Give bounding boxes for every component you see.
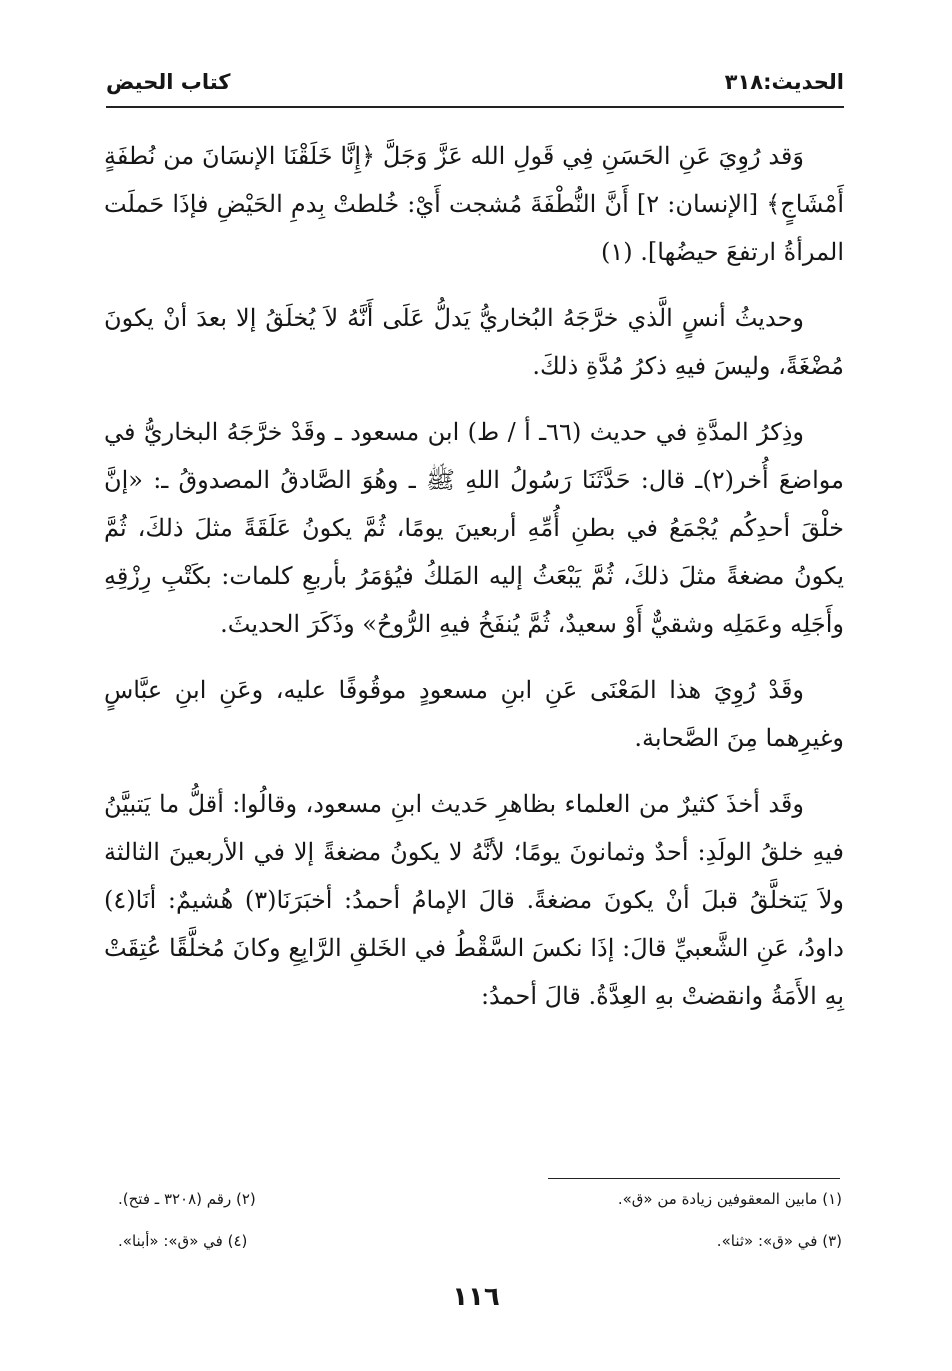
- running-header: [106, 70, 844, 104]
- paragraph: وقَد أخذَ كثيرٌ من العلماء بظاهرِ حَديث ابنِ مسعود، وقالُوا: أقلُّ ما يَتبيَّنُ فيهِ خلقُ الولَدِ: أحدٌ وثمانونَ يومًا؛ لأنَّهُ لا يكونُ مضغةً إلا في الأربعينَ الثالثة ولاَ يَتخلَّقُ قبلَ أنْ يكونَ مضغةً. قالَ الإمامُ أحمدُ: أخبَرَنَا(٣) هُشيمٌ: أنَا(٤) داودُ، عَنِ الشَّعبيِّ قالَ: إذَا نكسَ السَّقْطُ في الخَلقِ الرَّابِعِ وكانَ مُخلَّقًا عُتِقَتْ بِهِ الأَمَةُ وانقضتْ بهِ العِدَّةُ. قالَ أحمدُ:: [104, 790, 844, 1010]
- paragraph: وقَدْ رُوِيَ هذا المَعْنَى عَنِ ابنِ مسعودٍ موقُوفًا عليه، وعَنِ ابنِ عبَّاسٍ وغيرِهما مِنَ الصَّحابة.: [104, 676, 844, 752]
- paragraph: وذِكرُ المدَّةِ في حديث (٦٦ـ أ / ط) ابن مسعود ـ وقَدْ خرَّجَهُ البخاريُّ في مواضعَ أُخر(٢)ـ قال: حَدَّثَنَا رَسُولُ اللهِ ﷺ ـ وهُوَ الصَّادقُ المصدوقُ ـ: «إنَّ خلْقَ أحدِكُم يُجْمَعُ في بطنِ أُمِّهِ أربعينَ يومًا، ثُمَّ يكونُ عَلَقَةً مثلَ ذلكَ، ثُمَّ يكونُ مضغةً مثلَ ذلكَ، ثُمَّ يَبْعَثُ إليه المَلكُ فيُؤمَرُ بأربعِ كلمات: بكَتْبِ رِزْقِهِ وأَجَلِه وعَمَلِه وشقيٌّ أَوْ سعيدٌ، ثُمَّ يُنفَخُ فيهِ الرُّوحُ» وذَكَرَ الحديثَ.: [104, 418, 844, 638]
- paragraph: وحديثُ أنسٍ الَّذي خرَّجَهُ البُخاريُّ يَدلُّ عَلَى أَنَّهُ لاَ يُخلَقُ إلا بعدَ أنْ يكونَ مُضْغَةً، وليسَ فيهِ ذكرُ مُدَّةِ ذلكَ.: [104, 304, 844, 380]
- paragraph: وَقد رُوِيَ عَنِ الحَسَنِ فِي قَولِ الله عَزَّ وَجَلَّ ﴿إِنَّا خَلَقْنَا الإنسَانَ من نُطفَةٍ أَمْشَاجٍ﴾ [الإنسان: ٢] أَنَّ النُّطْفَةَ مُشجت أَيْ: خُلطتْ بِدمِ الحَيْضِ فإذَا حَملَت المرأةُ ارتفعَ حيضُها]. (١): [104, 142, 845, 266]
- footnote-1: (١) مابين المعقوفين زيادة من «ق».: [617, 1190, 842, 1208]
- header-divider: [106, 106, 844, 108]
- footnote-2: (٢) رقم (٣٢٠٨ ـ فتح).: [118, 1190, 256, 1208]
- footnote-divider: [548, 1178, 840, 1179]
- book-title: كتاب الحيض: [106, 70, 231, 94]
- main-text: [104, 132, 844, 1020]
- footnote-3: (٣) في «ق»: «ثنا».: [716, 1232, 842, 1250]
- hadith-reference: الحديث:٣١٨: [724, 70, 844, 94]
- page-number: ١١٦: [452, 1282, 500, 1312]
- footnote-4: (٤) في «ق»: «أبنا».: [118, 1232, 248, 1250]
